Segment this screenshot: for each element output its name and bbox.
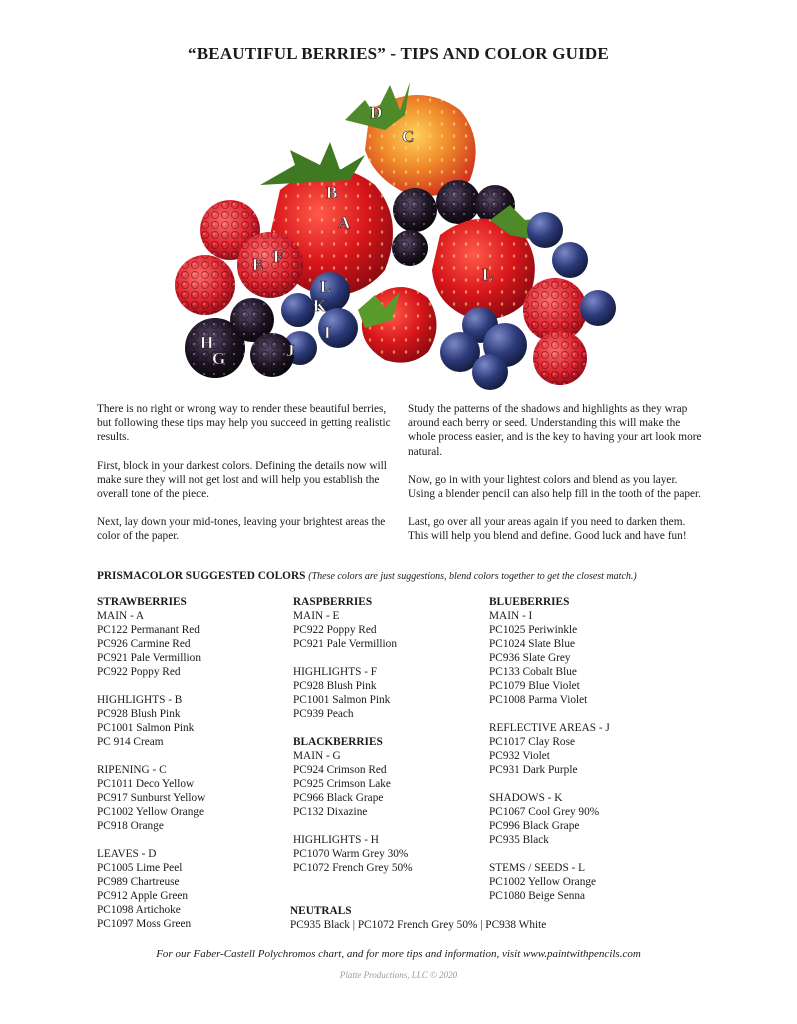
color-group xyxy=(489,861,689,903)
color-item: PC921 Pale Vermillion xyxy=(293,638,397,650)
color-group xyxy=(97,693,287,749)
label-l-left: L xyxy=(320,277,332,296)
label-e: E xyxy=(252,255,264,274)
color-item: PC996 Black Grape xyxy=(489,820,580,832)
color-group xyxy=(489,595,689,707)
color-item: MAIN - G xyxy=(293,750,341,762)
neutrals-section xyxy=(290,904,546,932)
color-item: PC1001 Salmon Pink xyxy=(293,694,391,706)
label-j: J xyxy=(286,341,295,360)
color-item: PC1005 Lime Peel xyxy=(97,862,183,874)
color-item: PC122 Permanant Red xyxy=(97,624,200,636)
color-group xyxy=(293,595,483,651)
group-title: BLACKBERRIES xyxy=(293,736,383,748)
color-group xyxy=(97,847,287,931)
color-item: PC1008 Parma Violet xyxy=(489,694,588,706)
label-l-right: L xyxy=(482,265,494,284)
color-item: PC936 Slate Grey xyxy=(489,652,571,664)
color-item: PC928 Blush Pink xyxy=(293,680,377,692)
color-item: PC1025 Periwinkle xyxy=(489,624,578,636)
label-f: F xyxy=(273,247,284,266)
color-group xyxy=(97,595,287,679)
color-item: MAIN - E xyxy=(293,610,340,622)
label-d: D xyxy=(370,103,383,122)
color-item: PC924 Crimson Red xyxy=(293,764,387,776)
color-item: MAIN - A xyxy=(97,610,145,622)
color-item: PC922 Poppy Red xyxy=(97,666,181,678)
color-item: PC1067 Cool Grey 90% xyxy=(489,806,600,818)
color-item: PC 914 Cream xyxy=(97,736,164,748)
color-item: PC1017 Clay Rose xyxy=(489,736,575,748)
group-title: BLUEBERRIES xyxy=(489,596,570,608)
color-item: PC989 Chartreuse xyxy=(97,876,180,888)
color-group xyxy=(293,665,483,721)
color-item: PC939 Peach xyxy=(293,708,354,720)
color-item: MAIN - I xyxy=(489,610,533,622)
color-item: PC918 Orange xyxy=(97,820,164,832)
intro-paragraph: First, block in your darkest colors. Defining the details now will make sure they will not get lost and will help you establish the overall tone of the piece. xyxy=(97,459,387,501)
color-item: LEAVES - D xyxy=(97,848,157,860)
color-group xyxy=(293,735,483,819)
intro-left-column xyxy=(97,402,395,558)
label-h: H xyxy=(200,333,214,352)
color-group xyxy=(489,721,689,777)
color-item: PC133 Cobalt Blue xyxy=(489,666,577,678)
color-item: REFLECTIVE AREAS - J xyxy=(489,722,610,734)
color-item: HIGHLIGHTS - H xyxy=(293,834,379,846)
suggested-title: PRISMACOLOR SUGGESTED COLORS xyxy=(97,570,306,582)
color-group xyxy=(97,763,287,833)
color-item: PC932 Violet xyxy=(489,750,550,762)
color-item: PC922 Poppy Red xyxy=(293,624,377,636)
color-item: PC1002 Yellow Orange xyxy=(489,876,597,888)
color-item: PC1011 Deco Yellow xyxy=(97,778,195,790)
color-item: RIPENING - C xyxy=(97,764,167,776)
berries-photo xyxy=(160,70,640,390)
colors-column-3 xyxy=(489,595,689,917)
page-title: “BEAUTIFUL BERRIES” - TIPS AND COLOR GUIDE xyxy=(188,44,609,63)
color-item: STEMS / SEEDS - L xyxy=(489,862,586,874)
color-item: HIGHLIGHTS - F xyxy=(293,666,378,678)
color-item: PC1024 Slate Blue xyxy=(489,638,575,650)
footer-note: For our Faber-Castell Polychromos chart, and for more tips and information, visit www.paintwithpencils.com xyxy=(156,948,641,960)
color-item: PC925 Crimson Lake xyxy=(293,778,391,790)
color-item: PC1098 Artichoke xyxy=(97,904,181,916)
color-item: PC1072 French Grey 50% xyxy=(293,862,413,874)
neutrals-line: PC935 Black | PC1072 French Grey 50% | PC938 White xyxy=(290,919,547,931)
colors-column-2 xyxy=(293,595,483,889)
color-item: PC931 Dark Purple xyxy=(489,764,578,776)
color-item: PC966 Black Grape xyxy=(293,792,384,804)
color-item: PC912 Apple Green xyxy=(97,890,188,902)
color-item: PC1097 Moss Green xyxy=(97,918,192,930)
suggested-note: (These colors are just suggestions, blend colors together to get the closest match.) xyxy=(308,571,637,582)
intro-right-column xyxy=(408,402,706,558)
group-title: RASPBERRIES xyxy=(293,596,373,608)
label-i: I xyxy=(324,323,331,342)
label-c: C xyxy=(402,127,415,146)
color-item: SHADOWS - K xyxy=(489,792,563,804)
color-item: PC1080 Beige Senna xyxy=(489,890,586,902)
color-group xyxy=(293,833,483,875)
group-title: STRAWBERRIES xyxy=(97,596,187,608)
intro-paragraph: Next, lay down your mid-tones, leaving your brightest areas the color of the paper. xyxy=(97,516,386,543)
intro-paragraph: Now, go in with your lightest colors and blend as you layer. Using a blender pencil can also help fill in the tooth of the paper. xyxy=(408,473,702,501)
color-item: PC926 Carmine Red xyxy=(97,638,191,650)
neutrals-title: NEUTRALS xyxy=(290,905,352,917)
color-item: PC921 Pale Vermillion xyxy=(97,652,201,664)
label-g: G xyxy=(212,349,226,368)
intro-paragraph: Study the patterns of the shadows and highlights as they wrap around each berry or seed. Understanding this will make the whole process easier, and is the key to having your art look more natural. xyxy=(408,403,702,458)
label-k: K xyxy=(313,296,327,315)
color-item: PC1070 Warm Grey 30% xyxy=(293,848,409,860)
color-item: PC935 Black xyxy=(489,834,549,846)
color-item: HIGHLIGHTS - B xyxy=(97,694,183,706)
label-a: A xyxy=(338,213,351,232)
copyright: Platte Productions, LLC © 2020 xyxy=(339,970,458,980)
colors-column-1 xyxy=(97,595,287,945)
color-item: PC1079 Blue Violet xyxy=(489,680,580,692)
color-group xyxy=(489,791,689,847)
intro-paragraph: There is no right or wrong way to render these beautiful berries, but following these tips may help you succeed in getting realistic results. xyxy=(97,403,391,444)
color-item: PC1001 Salmon Pink xyxy=(97,722,195,734)
color-item: PC1002 Yellow Orange xyxy=(97,806,205,818)
color-item: PC917 Sunburst Yellow xyxy=(97,792,206,804)
label-b: B xyxy=(326,183,338,202)
color-item: PC928 Blush Pink xyxy=(97,708,181,720)
color-item: PC132 Dixazine xyxy=(293,806,368,818)
suggested-colors-heading xyxy=(97,570,737,582)
intro-paragraph: Last, go over all your areas again if you need to darken them. This will help you blend and define. Good luck and have fun! xyxy=(408,516,687,543)
